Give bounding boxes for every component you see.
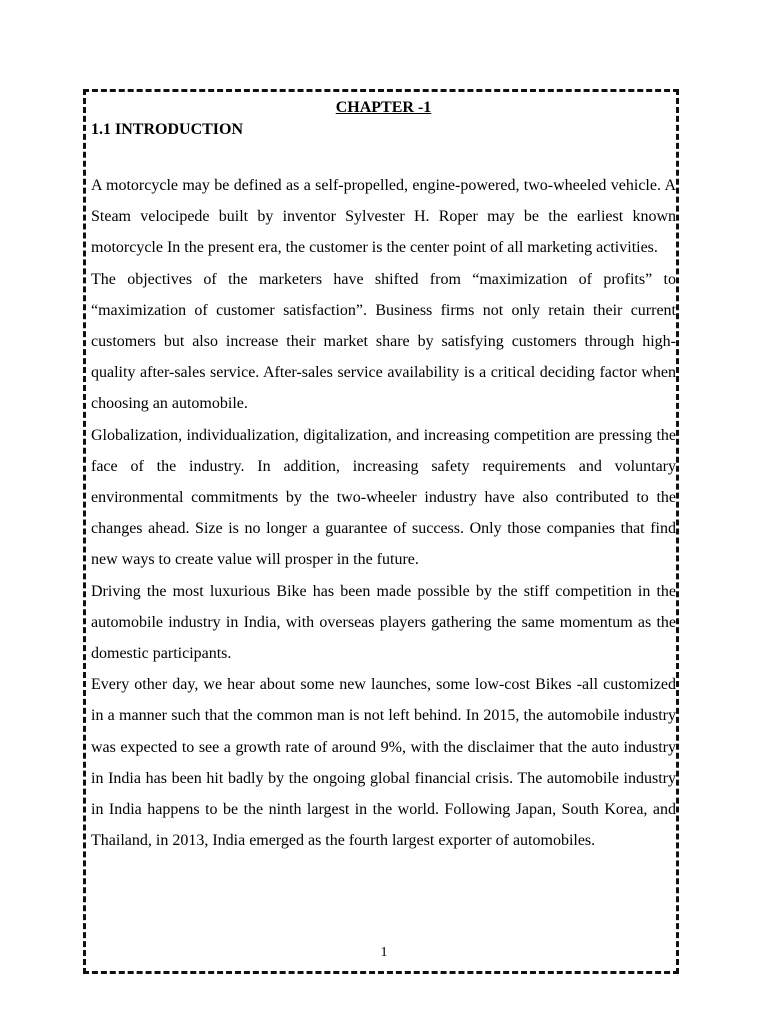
chapter-title: CHAPTER -1: [335, 99, 432, 116]
paragraph: The objectives of the marketers have shifted from “maximization of profits” to “maximization of customer satisfaction”. Business firms not only retain their current customers but also increase their market share by satisfying customers through high-quality after-sales service. After-sales service availability is a critical deciding factor when choosing an automobile.: [91, 270, 676, 413]
document-body: [91, 97, 676, 856]
paragraph: Every other day, we hear about some new launches, some low-cost Bikes -all customized in a manner such that the common man is not left behind. In 2015, the automobile industry was expected to see a growth rate of around 9%, with the disclaimer that the auto industry in India has been hit badly by the ongoing global financial crisis. The automobile industry in India happens to be the ninth largest in the world. Following Japan, South Korea, and Thailand, in 2013, India emerged as the fourth largest exporter of automobiles.: [91, 676, 676, 850]
section-heading: 1.1 INTRODUCTION: [91, 121, 244, 138]
page-number: 1: [380, 945, 388, 960]
paragraph: Driving the most luxurious Bike has been made possible by the stiff competition in the automobile industry in India, with overseas players gathering the same momentum as the domestic participants.: [91, 582, 676, 663]
paragraph: A motorcycle may be defined as a self-propelled, engine-powered, two-wheeled vehicle. A Steam velocipede built by inventor Sylvester H. Roper may be the earliest known motorcycle In the present era, the customer is the center point of all marketing activities.: [91, 177, 676, 257]
paragraph: Globalization, individualization, digitalization, and increasing competition are pressing the face of the industry. In addition, increasing safety requirements and voluntary environmental commitments by the two-wheeler industry have also contributed to the changes ahead. Size is no longer a guarantee of success. Only those companies that find new ways to create value will prosper in the future.: [91, 426, 676, 569]
